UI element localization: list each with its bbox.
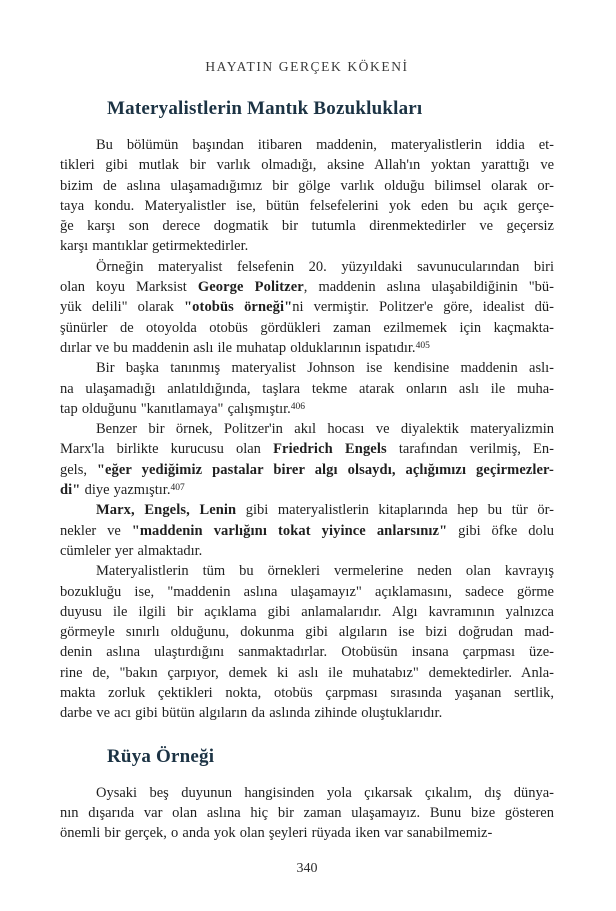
text-line: tap olduğunu "kanıtlamaya" çalışmıştır.$^{406}$ xyxy=(60,400,306,417)
text-line: Örneğin materyalist felsefenin 20. yüzyıldaki savunucularından biri xyxy=(96,258,554,275)
paragraph xyxy=(60,257,554,358)
text-line: Materyalistlerin tüm bu örnekleri vermelerine neden olan kavrayış xyxy=(96,563,554,580)
text-line: denin aslına ulaştırdığını sanmaktadırlar. Otobüsün insana çarpması üze- xyxy=(60,644,554,661)
text-line: tikleri gibi mutlak bir varlık olmadığı, aksine Allah'ın yoktan yarattığı ve xyxy=(60,157,554,174)
text-line: taya kondu. Materyalistler ise, bütün felsefelerini yok eden bu açık gerçe- xyxy=(60,197,554,214)
paragraph xyxy=(60,561,554,723)
paragraph xyxy=(60,419,554,500)
text-line: Marx'la birlikte kurucusu olan Friedrich Engels tarafından verilmiş, En- xyxy=(60,441,554,458)
paragraph xyxy=(60,783,554,844)
text-line: di" diye yazmıştır.$^{407}$ xyxy=(60,482,185,499)
text-line: karşı mantıklar getirmektedirler. xyxy=(60,238,249,255)
text-line: nın dışarıda var olan aslına hiç bir zaman ulaşamayız. Bunu bize gösteren xyxy=(60,804,554,821)
paragraph xyxy=(60,358,554,419)
text-line: Bir başka tanınmış materyalist Johnson ise kendisine maddenin aslı- xyxy=(96,360,554,377)
text-line: nekler ve "maddenin varlığını tokat yiyince anlarsınız" gibi öfke dolu xyxy=(60,522,554,539)
text-line: Oysaki beş duyunun hangisinden yola çıkarsak çıkalım, dış dünya- xyxy=(96,784,554,801)
text-line: ğe karşı son derece dogmatik bir tutumla direnmektedirler ve geçersiz xyxy=(60,218,554,235)
text-line: duyusu ile ilgili bir açıklama gibi anlamalarıdır. Algı kavramının yalnızca xyxy=(60,603,554,620)
text-line: yük delili" olarak "otobüs örneği"ni vermiştir. Politzer'e göre, idealist dü- xyxy=(60,299,555,316)
text-line: olan koyu Marksist George Politzer, maddenin aslına ulaşabildiğinin "bü- xyxy=(60,279,555,296)
text-line: na ulaşamadığı anlatıldığında, taşlara tekme atarak onların aslı ile muha- xyxy=(60,380,554,397)
text-line: dırlar ve bu maddenin aslı ile muhatap olduklarının ispatıdır.$^{405}$ xyxy=(60,339,430,356)
paragraph xyxy=(60,500,554,561)
text-line: cümleler yer almaktadır. xyxy=(60,542,203,559)
text-line: önemli bir gerçek, o anda yok olan şeyleri rüyada iken var sanabilmemiz- xyxy=(60,825,493,842)
text-line: Bu bölümün başından itibaren maddenin, materyalistlerin iddia et- xyxy=(96,137,554,153)
section-heading: Rüya Örneği xyxy=(107,745,215,767)
text-line: gels, "eğer yediğimiz pastalar birer algı olsaydı, açlığımızı geçirmezler- xyxy=(60,461,554,478)
text-line: Benzer bir örnek, Politzer'in akıl hocası ve diyalektik materyalizmin xyxy=(96,421,554,438)
text-line: görmeyle sınırlı olduğunu, dokunma gibi algıların ise bizi doğrudan mad- xyxy=(60,624,554,641)
page-number: 340 xyxy=(296,860,318,876)
text-line: Marx, Engels, Lenin gibi materyalistlerin kitaplarında hep bu tür ör- xyxy=(96,502,554,519)
page-content xyxy=(60,97,554,844)
text-line: rine de, "bakın çarpıyor, demek ki aslı ile muhatabız" demektedirler. Anla- xyxy=(60,664,554,681)
section-heading: Materyalistlerin Mantık Bozuklukları xyxy=(107,98,423,119)
text-line: makta zorluk çektikleri nokta, otobüs çarpması sırasında yaşanan sertlik, xyxy=(60,685,554,702)
paragraph xyxy=(60,135,554,257)
running-head: HAYATIN GERÇEK KÖKENİ xyxy=(205,59,409,74)
text-line: darbe ve acı gibi bütün algıların da aslında zihinde oluştuklarıdır. xyxy=(60,705,443,722)
text-line: şünürler de otoyolda otobüs gördükleri zaman ezilmemek için kaçmakta- xyxy=(60,319,554,336)
text-line: bozukluğu ise, "maddenin aslına ulaşamayız" açıklamasını, sadece görme xyxy=(60,583,554,600)
text-column xyxy=(60,58,554,877)
text-line: bizim de aslına ulaşamadığımız bir gölge varlık olduğu bilimsel olarak or- xyxy=(60,177,554,194)
